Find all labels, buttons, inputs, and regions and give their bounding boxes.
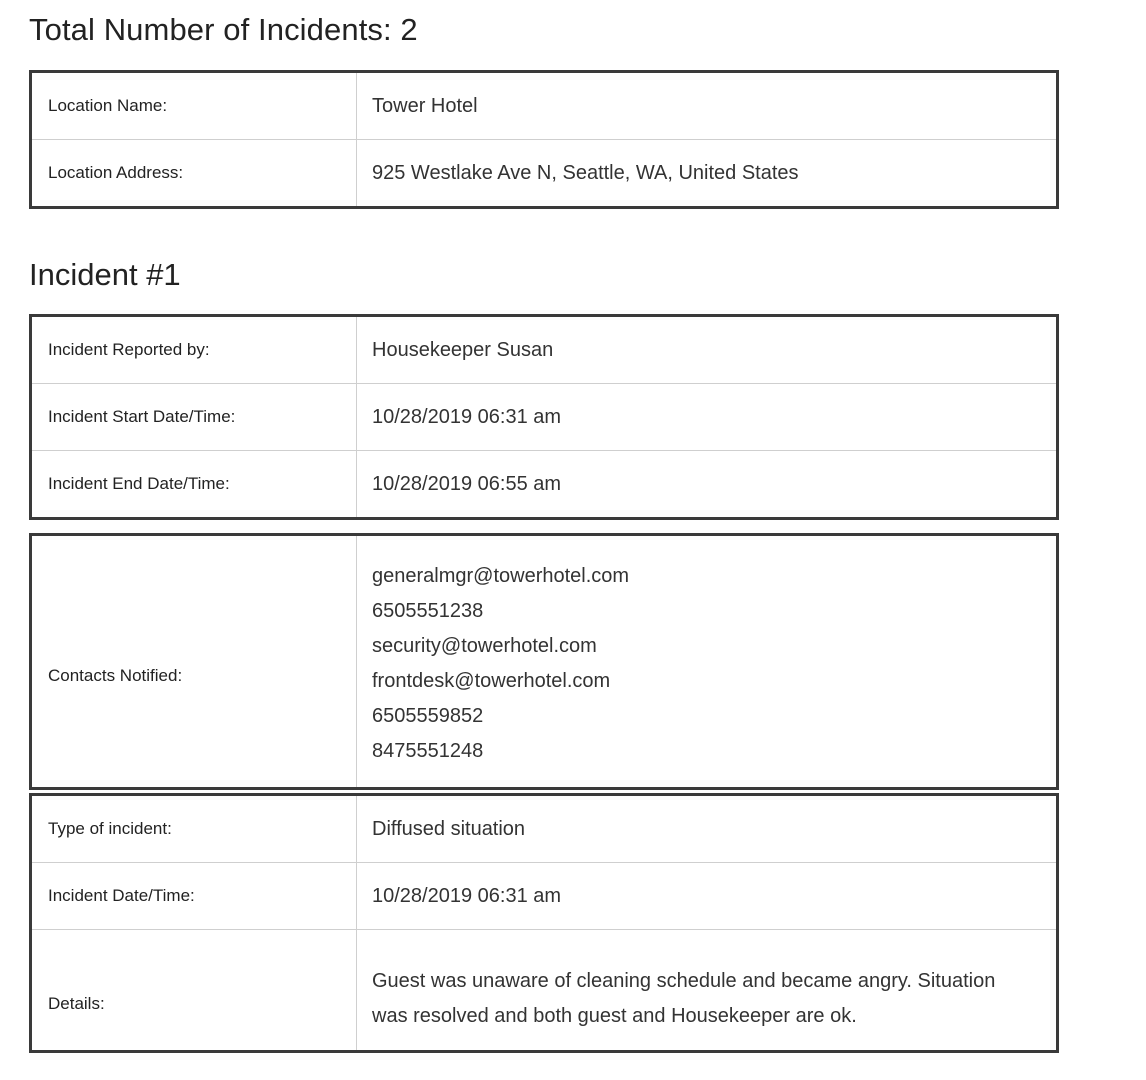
incident-title: Incident #1	[29, 257, 181, 292]
contact-item: 8475551248	[372, 740, 484, 762]
table-row	[31, 863, 1058, 930]
incident-datetime-label: Incident Date/Time:	[31, 863, 357, 930]
table-row	[31, 535, 1058, 789]
incident-details-table	[29, 793, 1059, 1053]
start-datetime-label: Incident Start Date/Time:	[31, 384, 357, 451]
table-row	[31, 140, 1058, 208]
reported-by-value: Housekeeper Susan	[357, 316, 1058, 384]
contact-item: frontdesk@towerhotel.com	[372, 670, 611, 692]
location-table	[29, 70, 1059, 209]
contacts-notified-label: Contacts Notified:	[31, 535, 357, 789]
table-row	[31, 384, 1058, 451]
contacts-notified-list	[357, 535, 1058, 789]
reported-by-label: Incident Reported by:	[31, 316, 357, 384]
end-datetime-label: Incident End Date/Time:	[31, 451, 357, 519]
start-datetime-value: 10/28/2019 06:31 am	[357, 384, 1058, 451]
table-row	[31, 795, 1058, 863]
contact-item: 6505551238	[372, 600, 484, 622]
location-name-value: Tower Hotel	[357, 72, 1058, 140]
incident-times-table	[29, 314, 1059, 520]
details-label: Details:	[31, 930, 357, 1052]
contact-item: generalmgr@towerhotel.com	[372, 565, 630, 587]
details-value: Guest was unaware of cleaning schedule and became angry. Situation was resolved and both guest and Housekeeper are ok.	[372, 969, 996, 1027]
table-row	[31, 451, 1058, 519]
incident-type-label: Type of incident:	[31, 795, 357, 863]
contacts-table	[29, 533, 1059, 790]
location-address-value: 925 Westlake Ave N, Seattle, WA, United States	[372, 161, 799, 184]
incident-datetime-value: 10/28/2019 06:31 am	[357, 863, 1058, 930]
table-row	[31, 930, 1058, 1052]
contact-item: 6505559852	[372, 705, 484, 727]
end-datetime-value: 10/28/2019 06:55 am	[372, 472, 562, 495]
contact-item: security@towerhotel.com	[372, 635, 597, 657]
location-address-label: Location Address:	[31, 140, 357, 208]
location-name-label: Location Name:	[31, 72, 357, 140]
incident-type-value: Diffused situation	[357, 795, 1058, 863]
total-incidents-heading: Total Number of Incidents: 2	[29, 12, 418, 47]
table-row	[31, 316, 1058, 384]
table-row	[31, 72, 1058, 140]
